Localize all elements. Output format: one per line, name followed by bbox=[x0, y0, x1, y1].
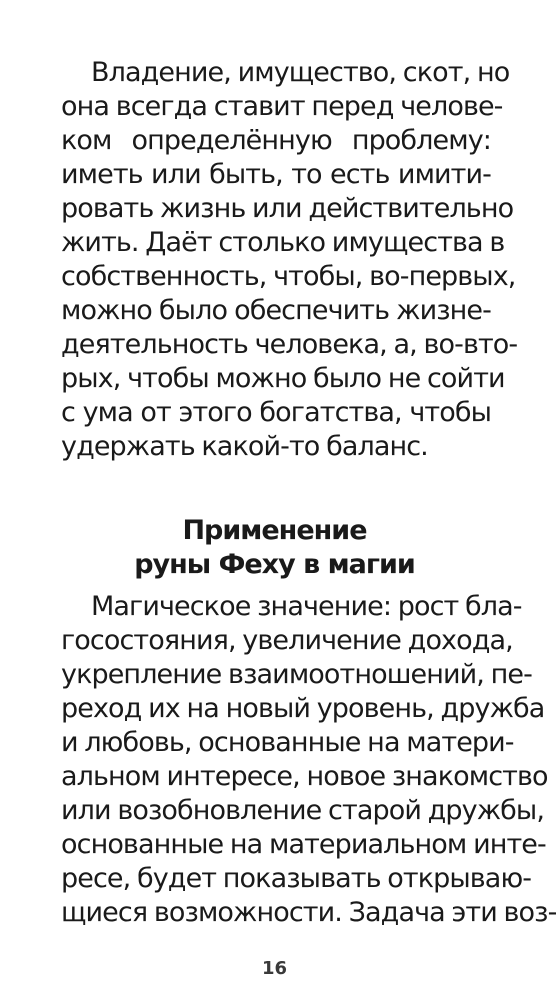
paragraph-line: альном интересе, новое знакомство bbox=[61, 761, 548, 792]
paragraph-line: ресе, будет показывать открываю- bbox=[61, 863, 532, 894]
paragraph-line: удержать какой-то баланс. bbox=[61, 431, 428, 462]
paragraph-line: реход их на новый уровень, дружба bbox=[61, 693, 545, 724]
paragraph-line: ком определённую проблему: bbox=[61, 125, 491, 156]
heading-line: Применение bbox=[182, 515, 367, 546]
paragraph-line: жить. Даёт столько имущества в bbox=[61, 227, 505, 258]
paragraph-line: щиеся возможности. Задача эти воз- bbox=[61, 897, 556, 928]
paragraph-line: с ума от этого богатства, чтобы bbox=[61, 397, 491, 428]
paragraph-line: деятельность человека, а, во-вто- bbox=[61, 329, 518, 360]
paragraph-line: она всегда ставит перед челове- bbox=[61, 91, 503, 122]
paragraph-line: Владение, имущество, скот, но bbox=[91, 57, 510, 88]
paragraph-line: и любовь, основанные на матери- bbox=[61, 727, 514, 758]
paragraph-line: госостояния, увеличение дохода, bbox=[61, 625, 513, 656]
paragraph-line: Магическое значение: рост бла- bbox=[91, 591, 522, 622]
paragraph-line: собственность, чтобы, во-первых, bbox=[61, 261, 516, 292]
paragraph-line: основанные на материальном инте- bbox=[61, 829, 546, 860]
paragraph-line: рых, чтобы можно было не сойти bbox=[61, 363, 505, 394]
paragraph-line: ровать жизнь или действительно bbox=[61, 193, 514, 224]
paragraph-line: можно было обеспечить жизне- bbox=[61, 295, 491, 326]
paragraph-line: укрепление взаимоотношений, пе- bbox=[61, 659, 532, 690]
paragraph-line: иметь или быть, то есть имити- bbox=[61, 159, 491, 190]
heading-line: руны Феху в магии bbox=[134, 549, 415, 580]
paragraph-line: или возобновление старой дружбы, bbox=[61, 795, 545, 826]
page-number: 16 bbox=[261, 958, 288, 979]
